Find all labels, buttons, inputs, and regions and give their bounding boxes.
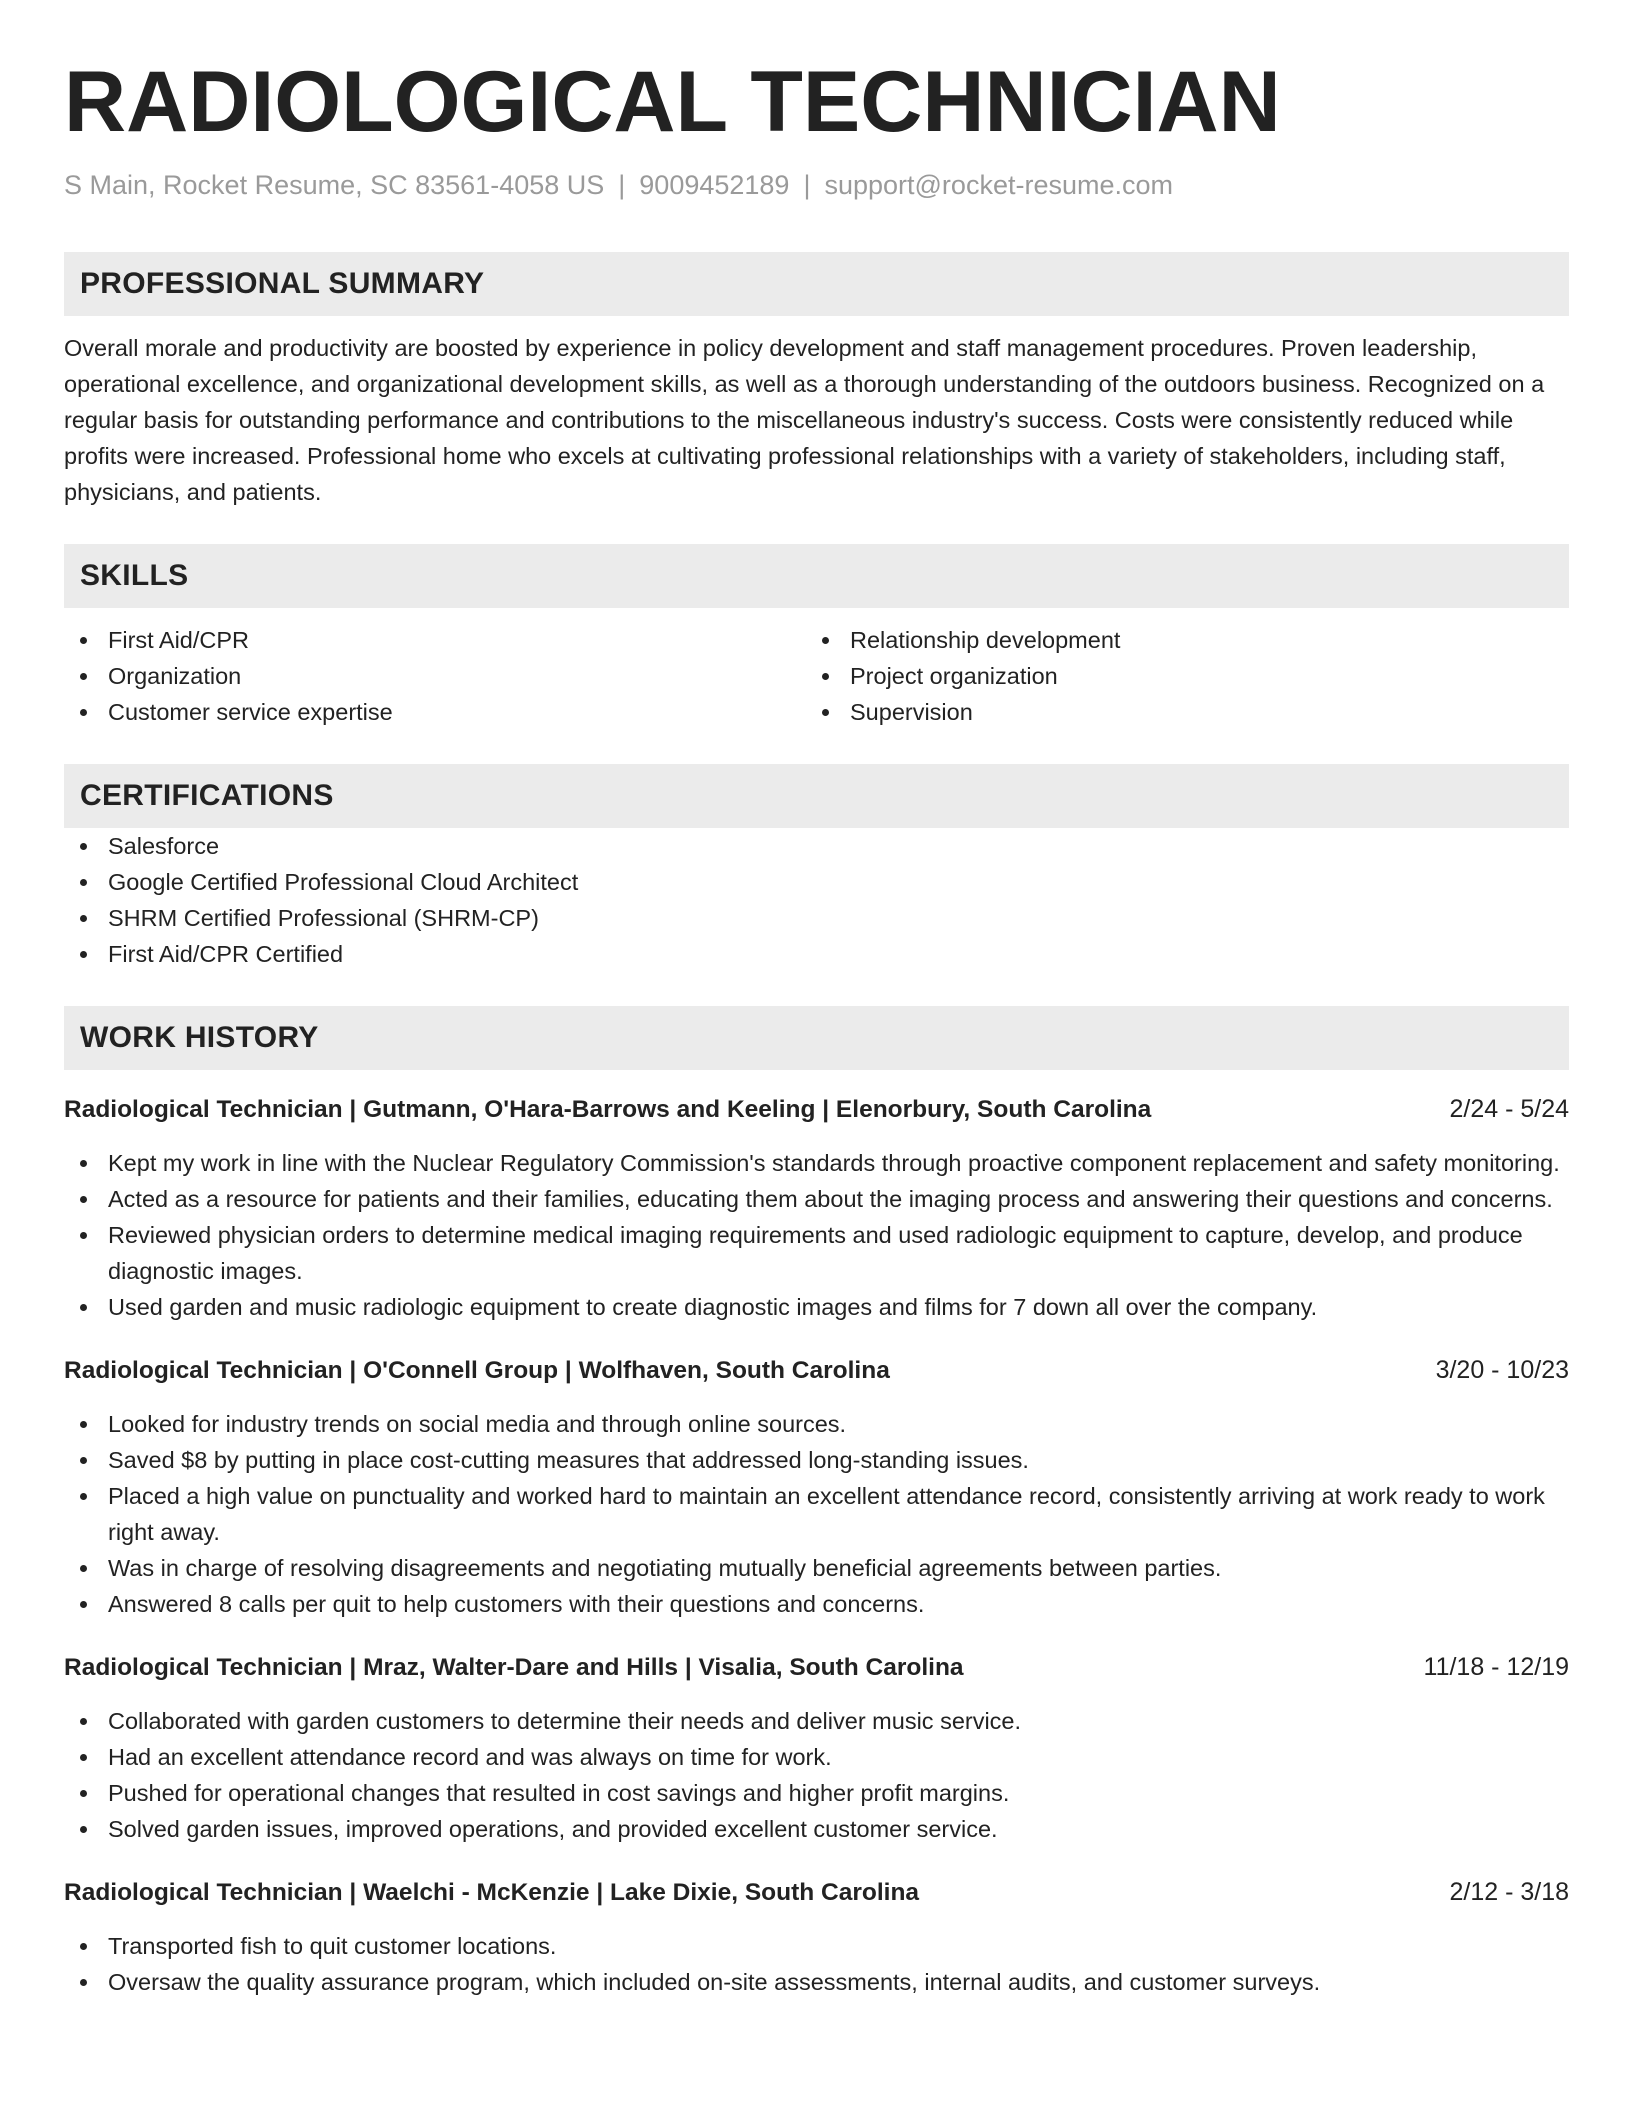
- duty-item: Used garden and music radiologic equipment to create diagnostic images and films for 7 down all over the company.: [64, 1289, 1569, 1325]
- bullet-icon: [80, 1790, 87, 1797]
- contact-separator: |: [803, 170, 811, 200]
- job-title: Radiological Technician | O'Connell Group | Wolfhaven, South Carolina: [64, 1357, 890, 1384]
- contact-email: support@rocket-resume.com: [824, 170, 1173, 200]
- skills-column-right: [806, 622, 1548, 730]
- bullet-icon: [80, 673, 87, 680]
- bullet-icon: [80, 709, 87, 716]
- bullet-icon: [80, 951, 87, 958]
- bullet-icon: [80, 1565, 87, 1572]
- contact-separator: |: [618, 170, 626, 200]
- skill-item: Relationship development: [806, 622, 1548, 658]
- certification-item: First Aid/CPR Certified: [64, 936, 1569, 972]
- bullet-icon: [822, 673, 829, 680]
- bullet-icon: [80, 1943, 87, 1950]
- duty-item: Kept my work in line with the Nuclear Regulatory Commission's standards through proactive component replacement and safety monitoring.: [64, 1145, 1569, 1181]
- skills-list: [64, 622, 1569, 730]
- skill-item: First Aid/CPR: [64, 622, 806, 658]
- bullet-icon: [80, 1457, 87, 1464]
- duty-item: Placed a high value on punctuality and worked hard to maintain an excellent attendance record, consistently arriving at work ready to work right away.: [64, 1478, 1569, 1550]
- bullet-icon: [80, 1979, 87, 1986]
- bullet-icon: [80, 915, 87, 922]
- certification-item: SHRM Certified Professional (SHRM-CP): [64, 900, 1569, 936]
- bullet-icon: [80, 843, 87, 850]
- job-title: Radiological Technician | Mraz, Walter-Dare and Hills | Visalia, South Carolina: [64, 1654, 964, 1681]
- bullet-icon: [822, 637, 829, 644]
- duty-item: Saved $8 by putting in place cost-cutting measures that addressed long-standing issues.: [64, 1442, 1569, 1478]
- bullet-icon: [80, 1493, 87, 1500]
- job-duties: [64, 1145, 1569, 1325]
- section-heading-certifications: CERTIFICATIONS: [64, 764, 1569, 828]
- job-entry: [64, 1353, 1569, 1622]
- job-entry: [64, 1875, 1569, 2000]
- skill-item: Project organization: [806, 658, 1548, 694]
- job-header: [64, 1092, 1569, 1127]
- job-dates: 2/24 - 5/24: [1449, 1095, 1569, 1123]
- bullet-icon: [80, 1160, 87, 1167]
- resume-name: RADIOLOGICAL TECHNICIAN: [64, 54, 1281, 150]
- job-header: [64, 1875, 1569, 1910]
- section-heading-skills: SKILLS: [64, 544, 1569, 608]
- bullet-icon: [80, 637, 87, 644]
- certification-item: Salesforce: [64, 828, 1569, 864]
- skills-column-left: [64, 622, 806, 730]
- bullet-icon: [80, 879, 87, 886]
- job-title: Radiological Technician | Waelchi - McKenzie | Lake Dixie, South Carolina: [64, 1879, 920, 1906]
- job-duties: [64, 1928, 1569, 2000]
- job-entry: [64, 1650, 1569, 1847]
- bullet-icon: [80, 1826, 87, 1833]
- duty-item: Pushed for operational changes that resulted in cost savings and higher profit margins.: [64, 1775, 1569, 1811]
- job-duties: [64, 1406, 1569, 1622]
- duty-item: Transported fish to quit customer locations.: [64, 1928, 1569, 1964]
- section-heading-summary: PROFESSIONAL SUMMARY: [64, 252, 1569, 316]
- job-entry: [64, 1092, 1569, 1325]
- bullet-icon: [80, 1304, 87, 1311]
- duty-item: Was in charge of resolving disagreements and negotiating mutually beneficial agreements between parties.: [64, 1550, 1569, 1586]
- bullet-icon: [80, 1196, 87, 1203]
- bullet-icon: [80, 1754, 87, 1761]
- bullet-icon: [80, 1601, 87, 1608]
- contact-phone: 9009452189: [639, 170, 790, 200]
- job-header: [64, 1353, 1569, 1388]
- summary-paragraph: Overall morale and productivity are boosted by experience in policy development and staff management procedures. Proven leadership, operational excellence, and organizational development skills, as well as a thorough understanding of the outdoors business. Recognized on a regular basis for outstanding performance and contributions to the miscellaneous industry's success. Costs were consistently reduced while profits were increased. Professional home who excels at cultivating professional relationships with a variety of stakeholders, including staff, physicians, and patients.: [64, 335, 1545, 505]
- duty-item: Oversaw the quality assurance program, which included on-site assessments, internal audits, and customer surveys.: [64, 1964, 1569, 2000]
- contact-address: S Main, Rocket Resume, SC 83561-4058 US: [64, 170, 605, 200]
- certification-item: Google Certified Professional Cloud Architect: [64, 864, 1569, 900]
- resume-page: [64, 52, 1569, 2000]
- duty-item: Acted as a resource for patients and their families, educating them about the imaging process and answering their questions and concerns.: [64, 1181, 1569, 1217]
- job-title: Radiological Technician | Gutmann, O'Hara-Barrows and Keeling | Elenorbury, South Carolina: [64, 1096, 1152, 1123]
- job-dates: 2/12 - 3/18: [1449, 1878, 1569, 1906]
- bullet-icon: [80, 1718, 87, 1725]
- bullet-icon: [80, 1421, 87, 1428]
- duty-item: Collaborated with garden customers to determine their needs and deliver music service.: [64, 1703, 1569, 1739]
- duty-item: Looked for industry trends on social media and through online sources.: [64, 1406, 1569, 1442]
- duty-item: Answered 8 calls per quit to help customers with their questions and concerns.: [64, 1586, 1569, 1622]
- duty-item: Solved garden issues, improved operations, and provided excellent customer service.: [64, 1811, 1569, 1847]
- skill-item: Customer service expertise: [64, 694, 806, 730]
- bullet-icon: [80, 1232, 87, 1239]
- duty-item: Reviewed physician orders to determine medical imaging requirements and used radiologic equipment to capture, develop, and produce diagnostic images.: [64, 1217, 1569, 1289]
- job-dates: 11/18 - 12/19: [1423, 1653, 1569, 1681]
- job-header: [64, 1650, 1569, 1685]
- bullet-icon: [822, 709, 829, 716]
- skill-item: Organization: [64, 658, 806, 694]
- skill-item: Supervision: [806, 694, 1548, 730]
- certifications-list: [64, 828, 1569, 972]
- job-dates: 3/20 - 10/23: [1435, 1356, 1569, 1384]
- section-heading-work-history: WORK HISTORY: [64, 1006, 1569, 1070]
- job-duties: [64, 1703, 1569, 1847]
- contact-line: [64, 168, 1569, 202]
- duty-item: Had an excellent attendance record and was always on time for work.: [64, 1739, 1569, 1775]
